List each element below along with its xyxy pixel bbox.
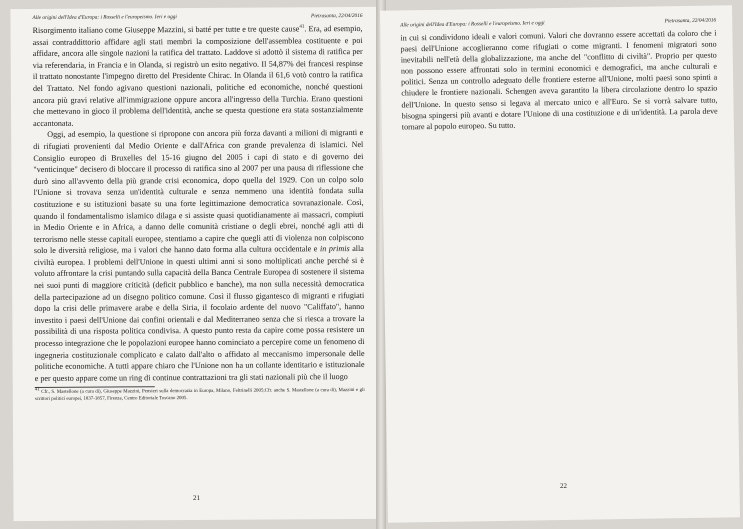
paragraph: in cui si condividono ideali e valori comuni. Valori che dovranno essere accettati da coloro che i paesi dell'Unione accoglieranno come rifugiati o come migranti. I fenomeni migratori sono inevitabili nell'età della globalizzazione, ma anche del "conflitto di civiltà". Proprio per questo non possono essere affrontati solo in termini economici e demografici, ma anche culturali e politici. Senza un controllo adeguato delle frontiere esterne all'Unione, molti paesi sono spinti a chiudere le frontiere nazionali. Schengen aveva garantito la libera circolazione dentro lo spazio dell'Unione. In questo senso si legava al mercato unico e all'Euro. Se si vorrà salvare tutto, bisogna spingersi più avanti e dotare l'Unione di una costituzione e di un'identità. La parola deve tornare al popolo europeo. Su tutto.	[400, 28, 718, 132]
running-header	[32, 13, 362, 22]
footnote-number: 41	[34, 387, 40, 393]
header-title: Alle origini dell'Idea d'Europa: i Rosselli e l'europeismo. Ieri e oggi	[32, 14, 177, 21]
page-body	[400, 28, 718, 133]
paragraph-text: alla civiltà europea. I problemi dell'Unione in questi ultimi anni si sono moltiplicati anche perché si è voluto affrontare la crisi puntando sulla capacità della Banca Centrale Europea di sostenere il sistema nei suoi punti di maggiore criticità (deficit pubblico e banche), ma non sulla necessità democratica della partecipazione ad un disegno politico comune. Così il flusso gigantesco di migranti e rifugiati dopo la crisi delle primavere arabe e della Siria, il focolaio ardente del nuovo "Califfato", hanno investito i paesi dell'Unione dai confini orientali e dal Mediterraneo senza che si riesca a trovare la possibilità di una risposta politica condivisa. A questo punto resta da capire come possa resistere un processo integrazione che le popolazioni europee hanno cominciato a percepire come un fenomeno di ingegneria costituzionale complicato e calato dall'alto o affidato al meccanismo impersonale delle politiche economiche. A tutti appare chiaro che l'Unione non ha un collante identitario e istituzionale e per questo appare come un ring di continue contrattazioni tra gli stati nazionali più che il luogo	[33, 244, 365, 383]
header-date: Pietrasanta, 22/04/2016	[310, 12, 363, 20]
paragraph	[33, 127, 365, 384]
emphasis-text: in primis	[319, 244, 350, 254]
header-date: Pietrasanta, 22/04/2016	[664, 17, 717, 25]
right-page	[380, 5, 740, 522]
footnote-rule	[35, 387, 155, 389]
paragraph	[33, 23, 364, 129]
left-page	[10, 7, 379, 521]
paragraph-text: Risorgimento italiano come Giuseppe Mazzini, si batté per tutte e tre queste cause	[32, 24, 300, 35]
paragraph-text: Oggi, ad esempio, la questione si ripropone con ancora più forza davanti a milioni di migranti e di rifugiati provenienti dal Medio Oriente e dall'Africa con grande prevalenza di islamici. Nel Consiglio europeo di Bruxelles del 15-16 giugno del 2005 i capi di stato e di governo dei "venticinque" decisero di bloccare il processo di ratifica sino al 2007 per una pausa di riflessione che durò sino all'avvento della più grande crisi economica, dopo quella del 1929. Con un colpo solo l'Unione si trovava senza un'identità culturale e senza nemmeno una identità fondata sulla costituzione e su istituzioni basate su una forte legittimazione democratica sovranazionale. Così, quando il fondamentalismo islamico dilaga e si assiste quasi quotidianamente ai massacri, compiuti in Medio Oriente e in Africa, a danno delle comunità cristiane o degli ebrei, nonché agli atti di terrorismo nelle stesse capitali europee, stentiamo a capire che quegli atti di violenza non colpiscono solo le diversità religiose, ma i valori che hanno dato forma alla cultura occidentale e	[33, 128, 364, 256]
page-body	[33, 23, 365, 384]
page-number: 22	[559, 481, 568, 491]
footnote-text: Cfr., S. Mastellone (a cura di), Giuseppe Mazzini, Pensieri sulla democrazia in Europa, Milano, Feltrinelli 2005;Cfr. anche S. Mastellone (a cura di), Mazzini e gli scrittori politici europei, 1837-1857, Firenze, Centro Editoriale Toscano 2005.	[34, 388, 365, 402]
header-title: Alle origini dell'Idea d'Europa: i Rosselli e l'europeismo. Ieri e oggi	[400, 20, 545, 29]
page-number: 21	[192, 493, 200, 503]
paragraph-text: . Era, ad esempio, assai contraddittorio affidare agli stati membri la composizione dell'assemblea costituente e poi affidare, ancora alle singole nazioni la ratifica del trattato. Laddove si adottò il sistema di ratifica per via referendaria, in Francia e in Olanda, si registrò un esito negativo. Il 54,87% dei francesi respinse il trattato nonostante l'impegno diretto del Presidente Chirac. In Olanda il 61,6 votò contro la ratifica del Trattato. Nel fondo agivano questioni nazionali, politiche ed economiche, nonché questioni ancora più gravi relative all'immigrazione oppure ancora all'ingresso della Turchia. Erano questioni che mettevano in gioco il problema dell'identità, anche se questa questione era stata sostanzialmente accantonata.	[32, 23, 364, 128]
footnote-reference: 41	[299, 24, 305, 30]
footnote	[35, 388, 365, 402]
